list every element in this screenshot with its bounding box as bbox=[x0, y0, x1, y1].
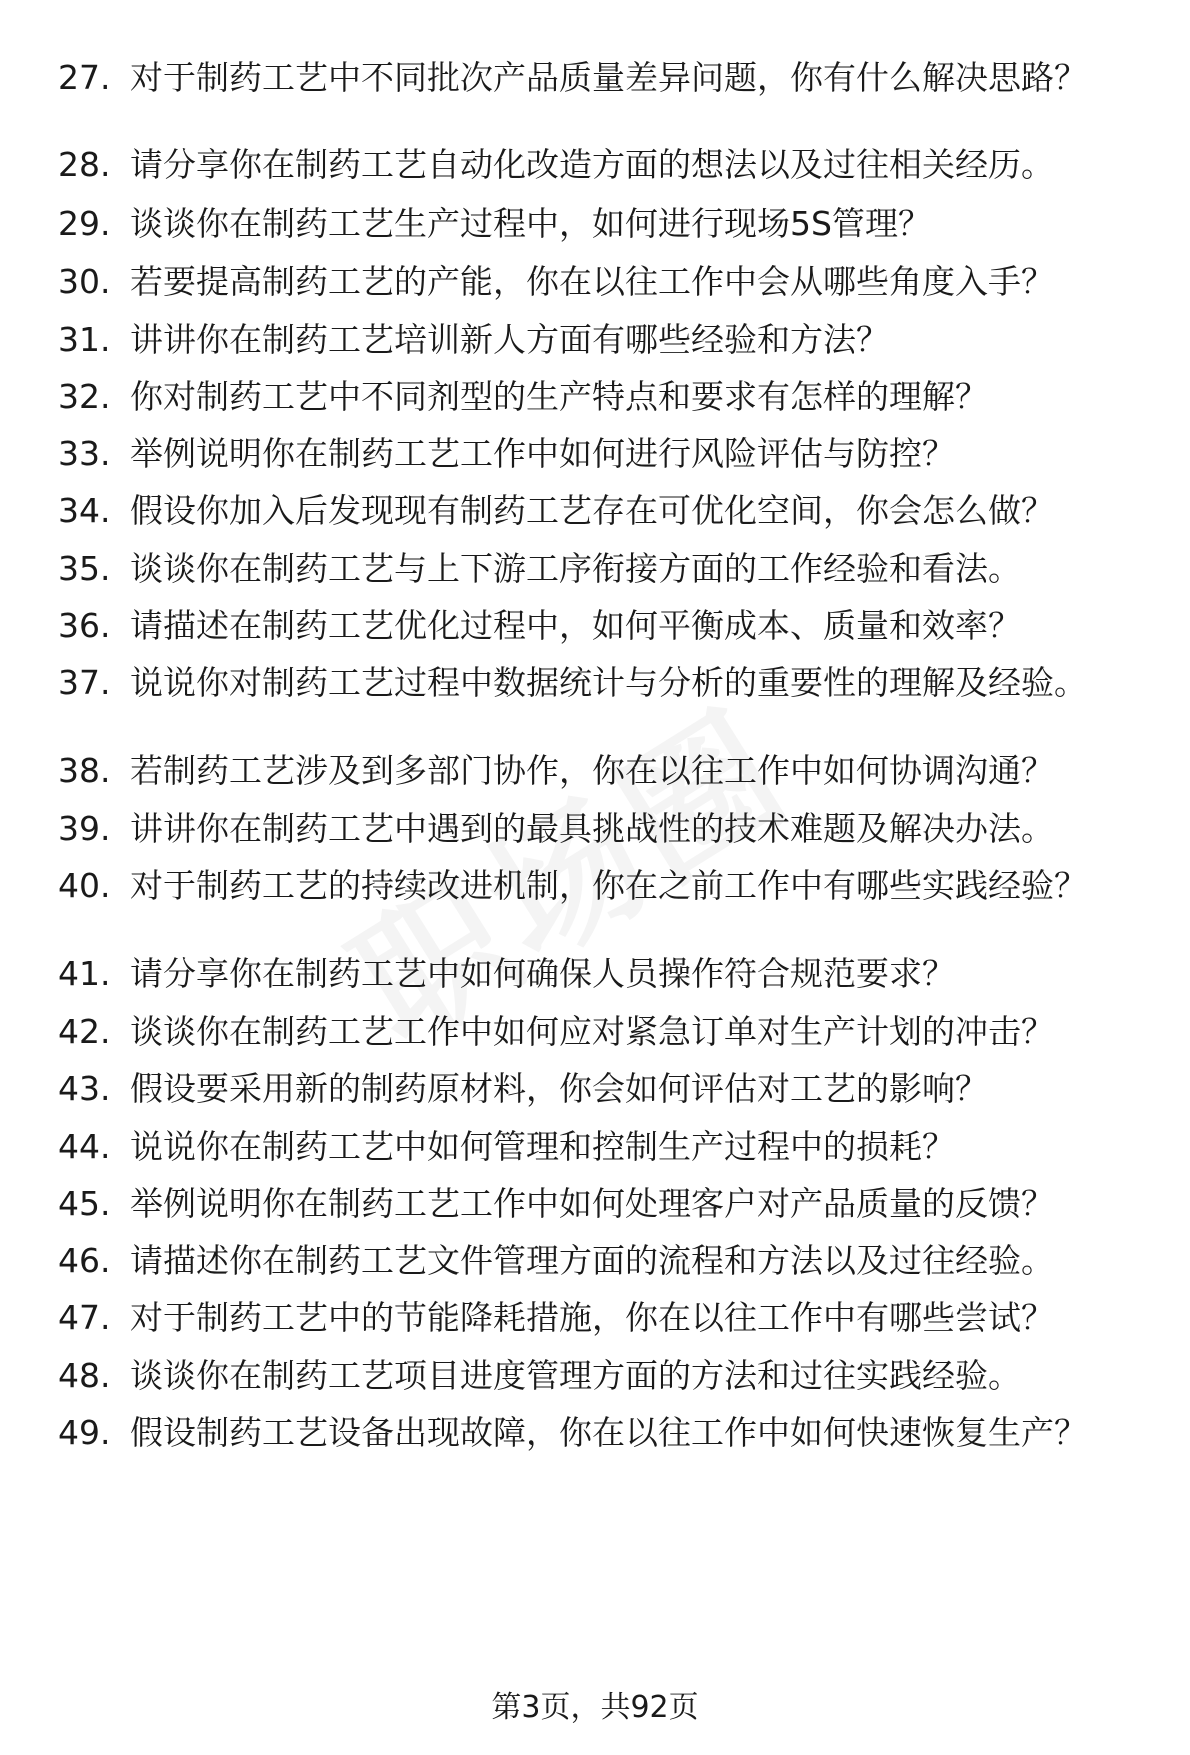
item-text: 对于制药工艺的持续改进机制，你在之前工作中有哪些实践经验？ bbox=[130, 866, 1087, 905]
item-text: 假设要采用新的制药原材料，你会如何评估对工艺的影响？ bbox=[130, 1069, 988, 1108]
item-number: 45. bbox=[58, 1184, 111, 1223]
item-text: 谈谈你在制药工艺项目进度管理方面的方法和过往实践经验。 bbox=[130, 1356, 1021, 1395]
item-text: 假设制药工艺设备出现故障，你在以往工作中如何快速恢复生产？ bbox=[130, 1413, 1087, 1452]
page-number-footer: 第3页，共92页 bbox=[491, 1690, 699, 1725]
item-text: 说说你在制药工艺中如何管理和控制生产过程中的损耗？ bbox=[130, 1127, 955, 1166]
item-text: 假设你加入后发现现有制药工艺存在可优化空间，你会怎么做？ bbox=[130, 491, 1054, 530]
item-text: 你对制药工艺中不同剂型的生产特点和要求有怎样的理解？ bbox=[130, 377, 988, 416]
item-number: 32. bbox=[58, 377, 111, 416]
item-number: 49. bbox=[58, 1413, 111, 1452]
item-text: 举例说明你在制药工艺工作中如何进行风险评估与防控？ bbox=[130, 434, 955, 473]
item-number: 42. bbox=[58, 1012, 111, 1051]
item-number: 28. bbox=[58, 145, 111, 184]
item-text: 若制药工艺涉及到多部门协作，你在以往工作中如何协调沟通？ bbox=[130, 751, 1054, 790]
item-text: 说说你对制药工艺过程中数据统计与分析的重要性的理解及经验。 bbox=[130, 663, 1087, 702]
item-number: 39. bbox=[58, 809, 111, 848]
item-text: 举例说明你在制药工艺工作中如何处理客户对产品质量的反馈？ bbox=[130, 1184, 1054, 1223]
item-text: 请分享你在制药工艺中如何确保人员操作符合规范要求？ bbox=[130, 954, 955, 993]
item-text: 若要提高制药工艺的产能，你在以往工作中会从哪些角度入手？ bbox=[130, 262, 1054, 301]
item-number: 34. bbox=[58, 491, 111, 530]
item-number: 44. bbox=[58, 1127, 111, 1166]
item-text: 对于制药工艺中不同批次产品质量差异问题，你有什么解决思路？ bbox=[130, 58, 1087, 97]
item-number: 46. bbox=[58, 1241, 111, 1280]
item-text: 请描述在制药工艺优化过程中，如何平衡成本、质量和效率？ bbox=[130, 606, 1021, 645]
item-number: 35. bbox=[58, 549, 111, 588]
item-number: 47. bbox=[58, 1298, 111, 1337]
item-number: 31. bbox=[58, 320, 111, 359]
item-text: 对于制药工艺中的节能降耗措施，你在以往工作中有哪些尝试？ bbox=[130, 1298, 1054, 1337]
item-number: 27. bbox=[58, 58, 111, 97]
item-number: 37. bbox=[58, 663, 111, 702]
item-number: 29. bbox=[58, 204, 111, 243]
item-text: 讲讲你在制药工艺培训新人方面有哪些经验和方法？ bbox=[130, 320, 889, 359]
item-text: 讲讲你在制药工艺中遇到的最具挑战性的技术难题及解决办法。 bbox=[130, 809, 1054, 848]
item-text: 请描述你在制药工艺文件管理方面的流程和方法以及过往经验。 bbox=[130, 1241, 1054, 1280]
item-number: 48. bbox=[58, 1356, 111, 1395]
item-number: 41. bbox=[58, 954, 111, 993]
item-number: 40. bbox=[58, 866, 111, 905]
item-text: 谈谈你在制药工艺生产过程中，如何进行现场5S管理？ bbox=[130, 204, 931, 243]
item-number: 30. bbox=[58, 262, 111, 301]
item-number: 36. bbox=[58, 606, 111, 645]
item-text: 谈谈你在制药工艺与上下游工序衔接方面的工作经验和看法。 bbox=[130, 549, 1021, 588]
item-number: 38. bbox=[58, 751, 111, 790]
item-number: 43. bbox=[58, 1069, 111, 1108]
item-text: 请分享你在制药工艺自动化改造方面的想法以及过往相关经历。 bbox=[130, 145, 1054, 184]
item-text: 谈谈你在制药工艺工作中如何应对紧急订单对生产计划的冲击？ bbox=[130, 1012, 1054, 1051]
item-number: 33. bbox=[58, 434, 111, 473]
